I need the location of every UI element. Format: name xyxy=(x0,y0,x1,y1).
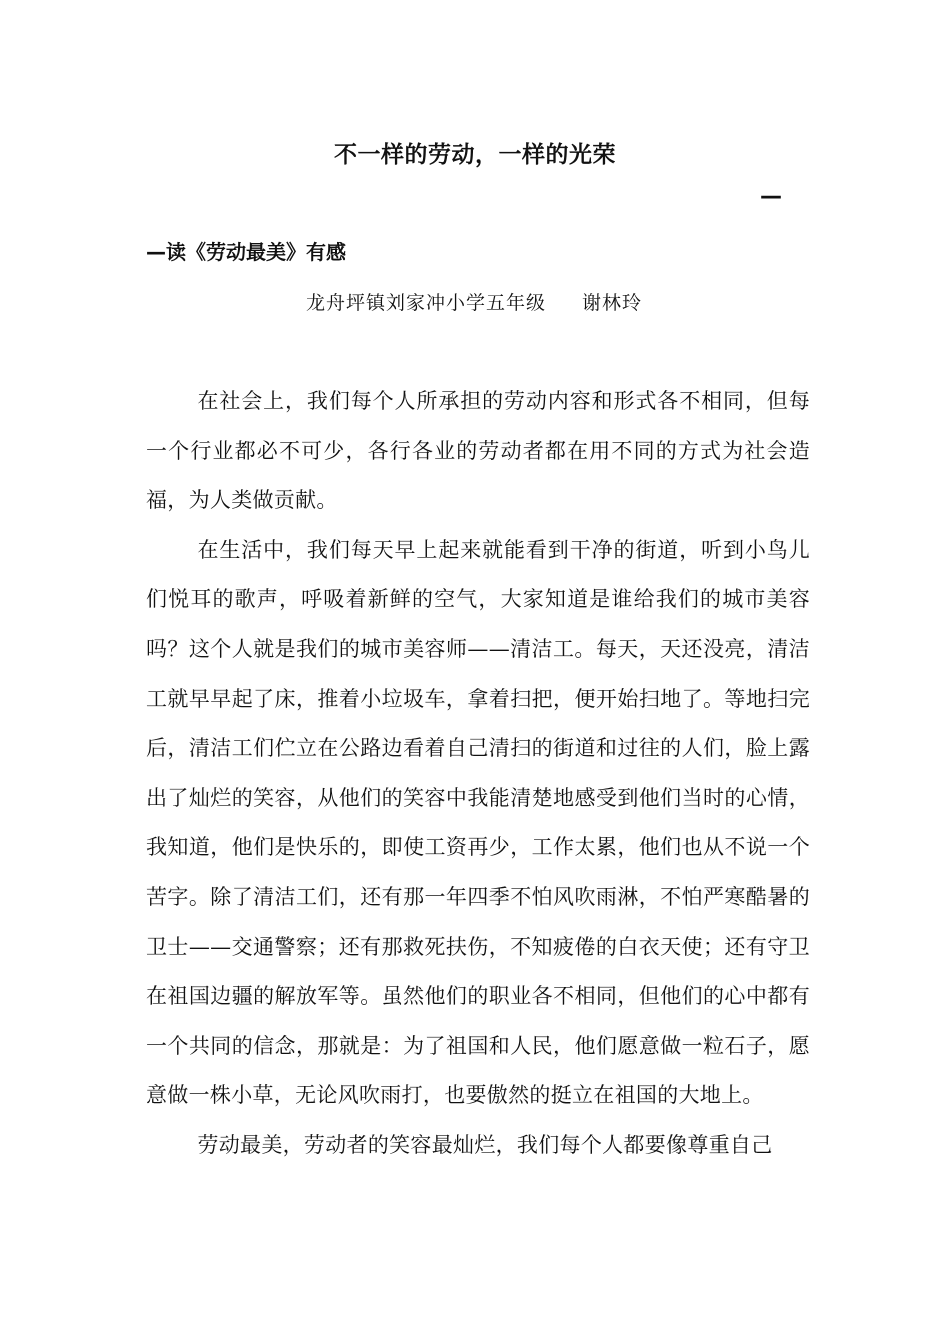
document-body xyxy=(146,377,810,1171)
document-subtitle: —读《劳动最美》有感 xyxy=(146,240,346,264)
title-dash: — xyxy=(760,184,782,209)
author-line xyxy=(306,288,642,315)
paragraph-2: 在生活中，我们每天早上起来就能看到干净的街道，听到小鸟儿们悦耳的歌声，呼吸着新鲜的空气，大家知道是谁给我们的城市美容吗？这个人就是我们的城市美容师——清洁工。每天，天还没亮，清洁工就早早起了床，推着小垃圾车，拿着扫把，便开始扫地了。等地扫完后，清洁工们伫立在公路边看着自己清扫的街道和过往的人们，脸上露出了灿烂的笑容，从他们的笑容中我能清楚地感受到他们当时的心情，我知道，他们是快乐的，即使工资再少，工作太累，他们也从不说一个苦字。除了清洁工们，还有那一年四季不怕风吹雨淋，不怕严寒酷暑的卫士——交通警察；还有那救死扶伤，不知疲倦的白衣天使；还有守卫在祖国边疆的解放军等。虽然他们的职业各不相同，但他们的心中都有一个共同的信念，那就是：为了祖国和人民，他们愿意做一粒石子，愿意做一株小草，无论风吹雨打，也要傲然的挺立在祖国的大地上。 xyxy=(146,537,810,1108)
author-name: 谢林玲 xyxy=(582,292,643,314)
document-title: 不一样的劳动，一样的光荣 xyxy=(334,142,616,168)
paragraph-1: 在社会上，我们每个人所承担的劳动内容和形式各不相同，但每一个行业都必不可少，各行各业的劳动者都在用不同的方式为社会造福，为人类做贡献。 xyxy=(146,389,810,513)
author-school: 龙舟坪镇刘家冲小学五年级 xyxy=(306,292,547,314)
paragraph-3: 劳动最美，劳动者的笑容最灿烂，我们每个人都要像尊重自己 xyxy=(197,1132,773,1157)
